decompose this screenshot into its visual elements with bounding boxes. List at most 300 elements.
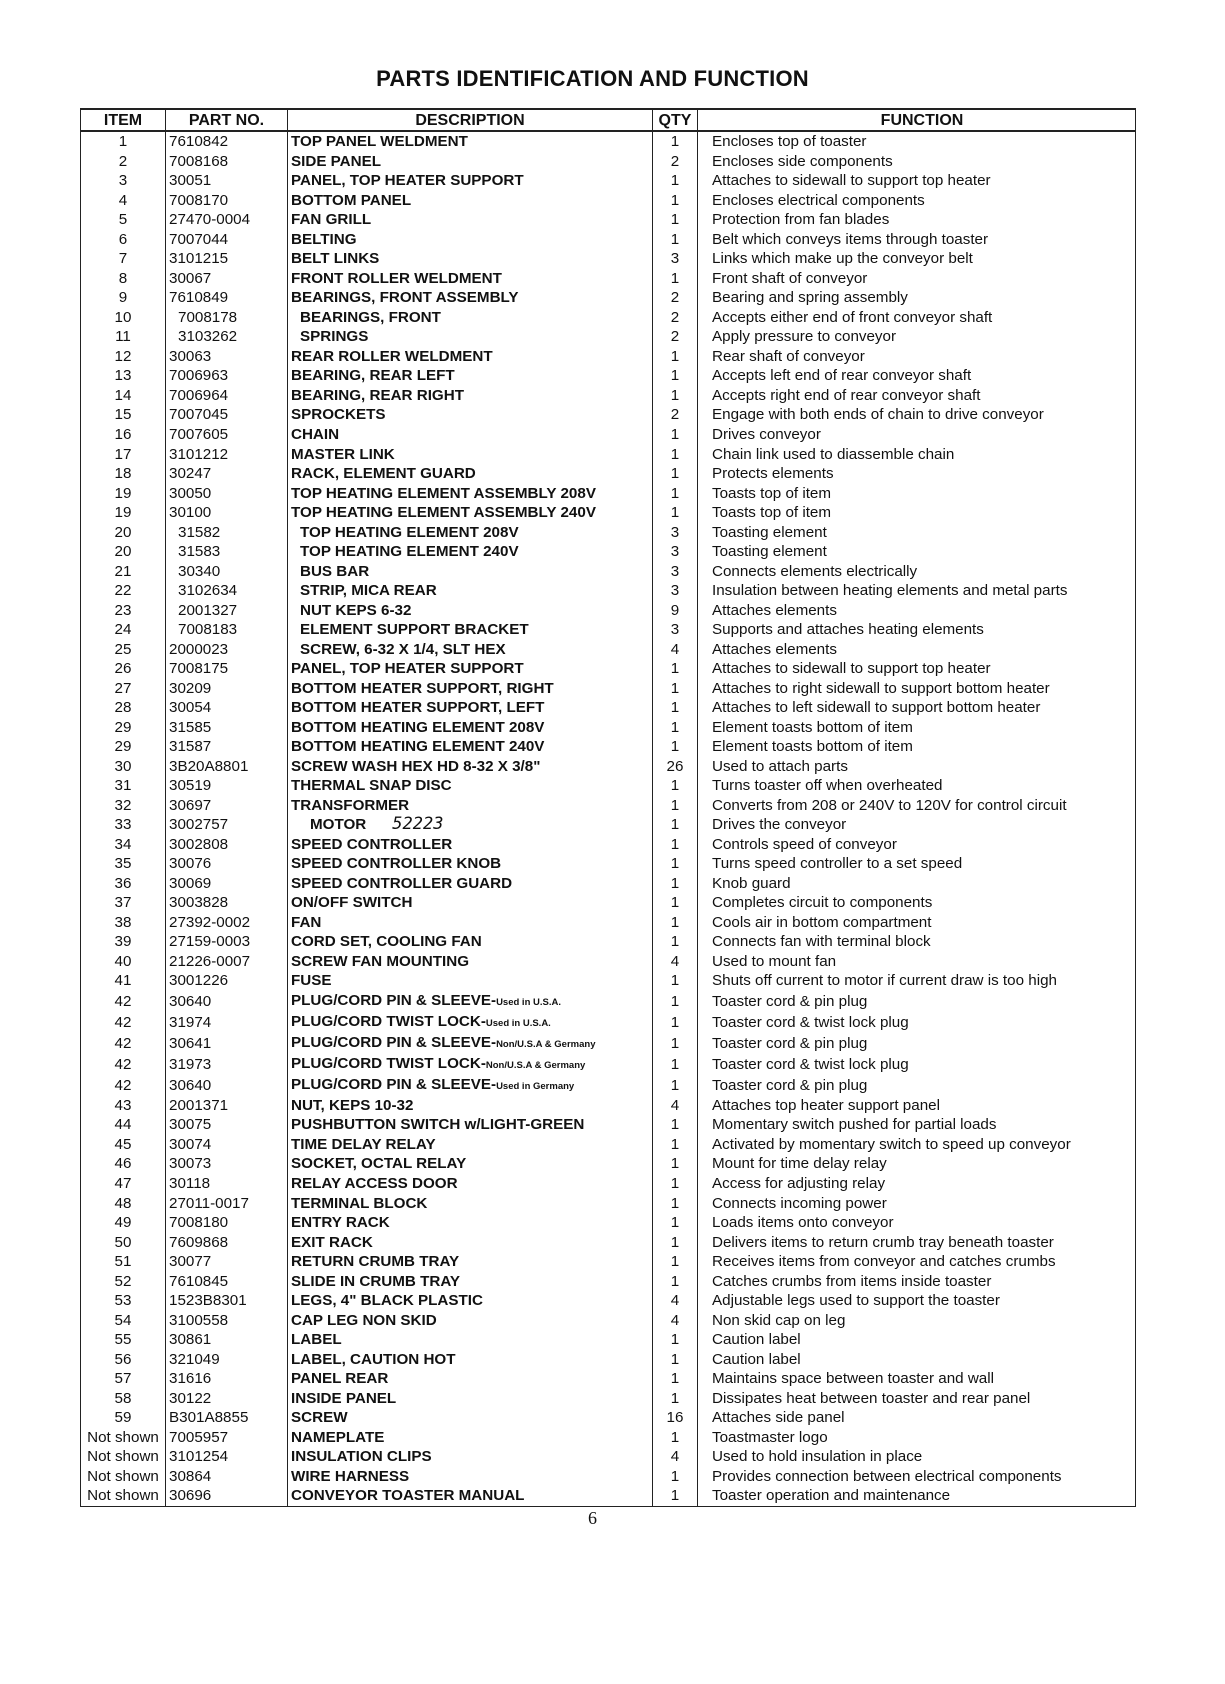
description-cell: BEARING, REAR LEFT — [288, 366, 653, 386]
qty-cell: 9 — [653, 600, 698, 620]
table-row — [81, 854, 1136, 874]
function-cell: Toaster cord & twist lock plug — [698, 1054, 1136, 1075]
qty-cell: 1 — [653, 1232, 698, 1252]
item-cell: 11 — [81, 327, 166, 347]
table-row — [81, 483, 1136, 503]
description-cell: SPEED CONTROLLER KNOB — [288, 854, 653, 874]
item-cell: 3 — [81, 171, 166, 191]
description-cell: BELTING — [288, 230, 653, 250]
table-row — [81, 191, 1136, 211]
item-cell: 42 — [81, 1033, 166, 1054]
part-number-cell: 30075 — [166, 1115, 288, 1135]
table-row — [81, 1232, 1136, 1252]
table-row — [81, 1291, 1136, 1311]
function-cell: Converts from 208 or 240V to 120V for control circuit — [698, 796, 1136, 816]
description-cell: PLUG/CORD PIN & SLEEVE-Used in Germany — [288, 1075, 653, 1096]
part-number-cell: 27159-0003 — [166, 932, 288, 952]
item-cell: 12 — [81, 347, 166, 367]
description-cell: SCREW WASH HEX HD 8-32 X 3/8" — [288, 757, 653, 777]
part-number-cell: 7005957 — [166, 1427, 288, 1447]
part-number-cell: 3101215 — [166, 249, 288, 269]
part-number-cell: 30247 — [166, 464, 288, 484]
item-cell: 27 — [81, 678, 166, 698]
description-cell: LABEL, CAUTION HOT — [288, 1349, 653, 1369]
description-cell: PLUG/CORD TWIST LOCK-Non/U.S.A & Germany — [288, 1054, 653, 1075]
part-number-cell: 7008183 — [166, 620, 288, 640]
table-row — [81, 210, 1136, 230]
description-cell: NUT KEPS 6-32 — [288, 600, 653, 620]
description-cell: RETURN CRUMB TRAY — [288, 1252, 653, 1272]
item-cell: Not shown — [81, 1466, 166, 1486]
function-cell: Attaches top heater support panel — [698, 1096, 1136, 1116]
function-cell: Turns toaster off when overheated — [698, 776, 1136, 796]
qty-cell: 1 — [653, 913, 698, 933]
qty-cell: 1 — [653, 1054, 698, 1075]
function-cell: Chain link used to diassemble chain — [698, 444, 1136, 464]
function-cell: Access for adjusting relay — [698, 1174, 1136, 1194]
header-function: FUNCTION — [698, 109, 1136, 131]
table-row — [81, 1310, 1136, 1330]
function-cell: Connects fan with terminal block — [698, 932, 1136, 952]
part-number-cell: 7008175 — [166, 659, 288, 679]
description-cell: RACK, ELEMENT GUARD — [288, 464, 653, 484]
description-cell: TOP HEATING ELEMENT ASSEMBLY 240V — [288, 503, 653, 523]
page-number: 6 — [588, 1508, 597, 1528]
part-number-cell: 3101212 — [166, 444, 288, 464]
qty-cell: 2 — [653, 405, 698, 425]
description-cell: MASTER LINK — [288, 444, 653, 464]
function-cell: Apply pressure to conveyor — [698, 327, 1136, 347]
description-cell: BUS BAR — [288, 561, 653, 581]
part-number-cell: 3003828 — [166, 893, 288, 913]
function-cell: Toaster cord & pin plug — [698, 1033, 1136, 1054]
qty-cell: 4 — [653, 1096, 698, 1116]
table-row — [81, 971, 1136, 991]
qty-cell: 1 — [653, 1213, 698, 1233]
table-row — [81, 1408, 1136, 1428]
description-cell: BOTTOM HEATING ELEMENT 208V — [288, 717, 653, 737]
function-cell: Toaster cord & pin plug — [698, 1075, 1136, 1096]
function-cell: Knob guard — [698, 874, 1136, 894]
item-cell: 18 — [81, 464, 166, 484]
function-cell: Encloses side components — [698, 152, 1136, 172]
table-row — [81, 425, 1136, 445]
qty-cell: 1 — [653, 210, 698, 230]
usage-region-note: Used in U.S.A. — [485, 1017, 551, 1029]
table-row — [81, 659, 1136, 679]
function-cell: Non skid cap on leg — [698, 1310, 1136, 1330]
usage-region-note: Used in Germany — [496, 1080, 575, 1092]
item-cell: 42 — [81, 1075, 166, 1096]
part-number-cell: 31583 — [166, 542, 288, 562]
part-number-cell: 3100558 — [166, 1310, 288, 1330]
function-cell: Protection from fan blades — [698, 210, 1136, 230]
item-cell: 51 — [81, 1252, 166, 1272]
header-item: ITEM — [81, 109, 166, 131]
item-cell: 39 — [81, 932, 166, 952]
table-row — [81, 366, 1136, 386]
function-cell: Connects incoming power — [698, 1193, 1136, 1213]
description-cell: ELEMENT SUPPORT BRACKET — [288, 620, 653, 640]
table-row — [81, 542, 1136, 562]
part-number-cell: 31974 — [166, 1012, 288, 1033]
item-cell: 8 — [81, 269, 166, 289]
item-cell: 14 — [81, 386, 166, 406]
qty-cell: 3 — [653, 581, 698, 601]
function-cell: Used to attach parts — [698, 757, 1136, 777]
part-number-cell: 30122 — [166, 1388, 288, 1408]
description-cell: CORD SET, COOLING FAN — [288, 932, 653, 952]
qty-cell: 4 — [653, 1291, 698, 1311]
function-cell: Accepts left end of rear conveyor shaft — [698, 366, 1136, 386]
function-cell: Provides connection between electrical components — [698, 1466, 1136, 1486]
function-cell: Cools air in bottom compartment — [698, 913, 1136, 933]
qty-cell: 1 — [653, 1466, 698, 1486]
table-row — [81, 1447, 1136, 1467]
description-cell: TIME DELAY RELAY — [288, 1135, 653, 1155]
part-number-cell: 27470-0004 — [166, 210, 288, 230]
table-row — [81, 1466, 1136, 1486]
part-number-cell: 30051 — [166, 171, 288, 191]
table-row — [81, 386, 1136, 406]
description-cell: ON/OFF SWITCH — [288, 893, 653, 913]
table-row — [81, 1427, 1136, 1447]
table-row — [81, 835, 1136, 855]
description-cell: WIRE HARNESS — [288, 1466, 653, 1486]
qty-cell: 2 — [653, 152, 698, 172]
description-cell: SPEED CONTROLLER — [288, 835, 653, 855]
table-row — [81, 1349, 1136, 1369]
description-cell: SIDE PANEL — [288, 152, 653, 172]
function-cell: Encloses electrical components — [698, 191, 1136, 211]
qty-cell: 1 — [653, 483, 698, 503]
qty-cell: 1 — [653, 366, 698, 386]
qty-cell: 1 — [653, 1135, 698, 1155]
part-number-cell: 7007044 — [166, 230, 288, 250]
item-cell: 6 — [81, 230, 166, 250]
item-cell: Not shown — [81, 1447, 166, 1467]
qty-cell: 3 — [653, 620, 698, 640]
item-cell: 44 — [81, 1115, 166, 1135]
function-cell: Insulation between heating elements and metal parts — [698, 581, 1136, 601]
item-cell: 45 — [81, 1135, 166, 1155]
item-cell: 57 — [81, 1369, 166, 1389]
description-cell: TOP HEATING ELEMENT 240V — [288, 542, 653, 562]
function-cell: Toastmaster logo — [698, 1427, 1136, 1447]
qty-cell: 26 — [653, 757, 698, 777]
description-cell: SOCKET, OCTAL RELAY — [288, 1154, 653, 1174]
description-cell: PANEL REAR — [288, 1369, 653, 1389]
table-row — [81, 131, 1136, 152]
description-cell: PUSHBUTTON SWITCH w/LIGHT-GREEN — [288, 1115, 653, 1135]
part-number-cell: 30100 — [166, 503, 288, 523]
table-row — [81, 405, 1136, 425]
table-row — [81, 1096, 1136, 1116]
qty-cell: 1 — [653, 171, 698, 191]
item-cell: 26 — [81, 659, 166, 679]
description-cell: TOP HEATING ELEMENT 208V — [288, 522, 653, 542]
item-cell: 34 — [81, 835, 166, 855]
function-cell: Toaster cord & twist lock plug — [698, 1012, 1136, 1033]
table-row — [81, 308, 1136, 328]
qty-cell: 1 — [653, 932, 698, 952]
description-cell: SCREW — [288, 1408, 653, 1428]
description-cell: BELT LINKS — [288, 249, 653, 269]
description-cell: EXIT RACK — [288, 1232, 653, 1252]
part-number-cell: 30067 — [166, 269, 288, 289]
item-cell: 19 — [81, 483, 166, 503]
qty-cell: 3 — [653, 249, 698, 269]
item-cell: 33 — [81, 815, 166, 835]
part-number-cell: 30640 — [166, 991, 288, 1012]
item-cell: 36 — [81, 874, 166, 894]
part-number-cell: 30076 — [166, 854, 288, 874]
description-cell: SPRINGS — [288, 327, 653, 347]
description-cell: INSULATION CLIPS — [288, 1447, 653, 1467]
item-cell: 40 — [81, 952, 166, 972]
part-number-cell: 7008170 — [166, 191, 288, 211]
function-cell: Loads items onto conveyor — [698, 1213, 1136, 1233]
description-cell: FAN GRILL — [288, 210, 653, 230]
table-row — [81, 1012, 1136, 1033]
function-cell: Toasts top of item — [698, 483, 1136, 503]
item-cell: 29 — [81, 717, 166, 737]
item-cell: 9 — [81, 288, 166, 308]
qty-cell: 4 — [653, 1310, 698, 1330]
function-cell: Mount for time delay relay — [698, 1154, 1136, 1174]
part-number-cell: 7610845 — [166, 1271, 288, 1291]
function-cell: Attaches to left sidewall to support bottom heater — [698, 698, 1136, 718]
table-row — [81, 1054, 1136, 1075]
table-row — [81, 600, 1136, 620]
qty-cell: 1 — [653, 1193, 698, 1213]
table-row — [81, 913, 1136, 933]
description-cell: SCREW, 6-32 X 1/4, SLT HEX — [288, 639, 653, 659]
qty-cell: 1 — [653, 230, 698, 250]
qty-cell: 1 — [653, 1033, 698, 1054]
qty-cell: 1 — [653, 1075, 698, 1096]
description-cell: PANEL, TOP HEATER SUPPORT — [288, 171, 653, 191]
table-row — [81, 1369, 1136, 1389]
item-cell: 10 — [81, 308, 166, 328]
description-cell: CHAIN — [288, 425, 653, 445]
part-number-cell: 7008180 — [166, 1213, 288, 1233]
description-cell: PLUG/CORD PIN & SLEEVE-Used in U.S.A. — [288, 991, 653, 1012]
function-cell: Controls speed of conveyor — [698, 835, 1136, 855]
function-cell: Attaches side panel — [698, 1408, 1136, 1428]
part-number-cell: 27392-0002 — [166, 913, 288, 933]
part-number-cell: 30519 — [166, 776, 288, 796]
qty-cell: 3 — [653, 522, 698, 542]
description-cell: SCREW FAN MOUNTING — [288, 952, 653, 972]
description-cell: TERMINAL BLOCK — [288, 1193, 653, 1213]
description-cell: PANEL, TOP HEATER SUPPORT — [288, 659, 653, 679]
function-cell: Caution label — [698, 1349, 1136, 1369]
part-number-cell: 7610849 — [166, 288, 288, 308]
function-cell: Connects elements electrically — [698, 561, 1136, 581]
item-cell: 21 — [81, 561, 166, 581]
description-cell: BEARING, REAR RIGHT — [288, 386, 653, 406]
qty-cell: 1 — [653, 835, 698, 855]
qty-cell: 2 — [653, 308, 698, 328]
part-number-cell: 30864 — [166, 1466, 288, 1486]
table-row — [81, 444, 1136, 464]
qty-cell: 4 — [653, 1447, 698, 1467]
item-cell: 58 — [81, 1388, 166, 1408]
function-cell: Catches crumbs from items inside toaster — [698, 1271, 1136, 1291]
table-row — [81, 152, 1136, 172]
table-row — [81, 1330, 1136, 1350]
item-cell: Not shown — [81, 1427, 166, 1447]
function-cell: Toasts top of item — [698, 503, 1136, 523]
qty-cell: 1 — [653, 1115, 698, 1135]
description-cell: STRIP, MICA REAR — [288, 581, 653, 601]
qty-cell: 1 — [653, 1154, 698, 1174]
function-cell: Used to hold insulation in place — [698, 1447, 1136, 1467]
item-cell: 53 — [81, 1291, 166, 1311]
table-row — [81, 991, 1136, 1012]
table-row — [81, 893, 1136, 913]
part-number-cell: 7007605 — [166, 425, 288, 445]
part-number-cell: 31582 — [166, 522, 288, 542]
item-cell: 4 — [81, 191, 166, 211]
qty-cell: 16 — [653, 1408, 698, 1428]
header-qty: QTY — [653, 109, 698, 131]
qty-cell: 1 — [653, 444, 698, 464]
part-number-cell: 2001371 — [166, 1096, 288, 1116]
item-cell: 47 — [81, 1174, 166, 1194]
function-cell: Attaches to sidewall to support top heater — [698, 659, 1136, 679]
description-cell: PLUG/CORD TWIST LOCK-Used in U.S.A. — [288, 1012, 653, 1033]
part-number-cell: 30077 — [166, 1252, 288, 1272]
table-row — [81, 932, 1136, 952]
item-cell: 52 — [81, 1271, 166, 1291]
item-cell: 25 — [81, 639, 166, 659]
qty-cell: 1 — [653, 698, 698, 718]
item-cell: 56 — [81, 1349, 166, 1369]
function-cell: Bearing and spring assembly — [698, 288, 1136, 308]
function-cell: Caution label — [698, 1330, 1136, 1350]
table-row — [81, 678, 1136, 698]
description-cell: BEARINGS, FRONT — [288, 308, 653, 328]
qty-cell: 4 — [653, 639, 698, 659]
function-cell: Element toasts bottom of item — [698, 717, 1136, 737]
description-cell: SLIDE IN CRUMB TRAY — [288, 1271, 653, 1291]
qty-cell: 1 — [653, 854, 698, 874]
table-row — [81, 952, 1136, 972]
qty-cell: 1 — [653, 191, 698, 211]
qty-cell: 1 — [653, 991, 698, 1012]
table-row — [81, 327, 1136, 347]
table-header-row — [81, 109, 1136, 131]
part-number-cell: 1523B8301 — [166, 1291, 288, 1311]
function-cell: Attaches to sidewall to support top heater — [698, 171, 1136, 191]
function-cell: Adjustable legs used to support the toaster — [698, 1291, 1136, 1311]
function-cell: Turns speed controller to a set speed — [698, 854, 1136, 874]
part-number-cell: 30069 — [166, 874, 288, 894]
table-row — [81, 796, 1136, 816]
item-cell: 42 — [81, 1054, 166, 1075]
description-cell: TOP PANEL WELDMENT — [288, 131, 653, 152]
table-row — [81, 522, 1136, 542]
function-cell: Receives items from conveyor and catches crumbs — [698, 1252, 1136, 1272]
description-cell: LEGS, 4" BLACK PLASTIC — [288, 1291, 653, 1311]
part-number-cell: 3101254 — [166, 1447, 288, 1467]
description-cell: LABEL — [288, 1330, 653, 1350]
table-row — [81, 874, 1136, 894]
item-cell: 29 — [81, 737, 166, 757]
function-cell: Drives conveyor — [698, 425, 1136, 445]
table-row — [81, 269, 1136, 289]
qty-cell: 1 — [653, 717, 698, 737]
part-number-cell: 7006964 — [166, 386, 288, 406]
function-cell: Momentary switch pushed for partial loads — [698, 1115, 1136, 1135]
qty-cell: 1 — [653, 347, 698, 367]
part-number-cell: 30209 — [166, 678, 288, 698]
item-cell: 59 — [81, 1408, 166, 1428]
function-cell: Accepts either end of front conveyor shaft — [698, 308, 1136, 328]
qty-cell: 2 — [653, 327, 698, 347]
qty-cell: 1 — [653, 1388, 698, 1408]
table-row — [81, 503, 1136, 523]
qty-cell: 1 — [653, 1349, 698, 1369]
table-row — [81, 1271, 1136, 1291]
part-number-cell: 30696 — [166, 1486, 288, 1506]
item-cell: 49 — [81, 1213, 166, 1233]
function-cell: Attaches to right sidewall to support bottom heater — [698, 678, 1136, 698]
description-cell: ENTRY RACK — [288, 1213, 653, 1233]
item-cell: 7 — [81, 249, 166, 269]
table-row — [81, 581, 1136, 601]
part-number-cell: 30641 — [166, 1033, 288, 1054]
parts-table — [80, 108, 1136, 1507]
function-cell: Activated by momentary switch to speed up conveyor — [698, 1135, 1136, 1155]
part-number-cell: 27011-0017 — [166, 1193, 288, 1213]
function-cell: Attaches elements — [698, 639, 1136, 659]
part-number-cell: 31585 — [166, 717, 288, 737]
part-number-cell: 31587 — [166, 737, 288, 757]
item-cell: 15 — [81, 405, 166, 425]
item-cell: 42 — [81, 1012, 166, 1033]
header-description: DESCRIPTION — [288, 109, 653, 131]
description-cell: CAP LEG NON SKID — [288, 1310, 653, 1330]
table-row — [81, 464, 1136, 484]
qty-cell: 3 — [653, 542, 698, 562]
function-cell: Accepts right end of rear conveyor shaft — [698, 386, 1136, 406]
table-row — [81, 1075, 1136, 1096]
usage-region-note: Used in U.S.A. — [496, 996, 561, 1008]
part-number-cell: 3103262 — [166, 327, 288, 347]
item-cell: 43 — [81, 1096, 166, 1116]
usage-region-note: Non/U.S.A & Germany — [496, 1038, 596, 1050]
table-row — [81, 1174, 1136, 1194]
item-cell: 31 — [81, 776, 166, 796]
part-number-cell: 7008178 — [166, 308, 288, 328]
function-cell: Belt which conveys items through toaster — [698, 230, 1136, 250]
function-cell: Used to mount fan — [698, 952, 1136, 972]
part-number-cell: B301A8855 — [166, 1408, 288, 1428]
table-row — [81, 815, 1136, 835]
qty-cell: 1 — [653, 815, 698, 835]
item-cell: 17 — [81, 444, 166, 464]
part-number-cell: 7006963 — [166, 366, 288, 386]
part-number-cell: 30063 — [166, 347, 288, 367]
qty-cell: 1 — [653, 269, 698, 289]
item-cell: 2 — [81, 152, 166, 172]
table-row — [81, 171, 1136, 191]
item-cell: 22 — [81, 581, 166, 601]
qty-cell: 1 — [653, 1012, 698, 1033]
